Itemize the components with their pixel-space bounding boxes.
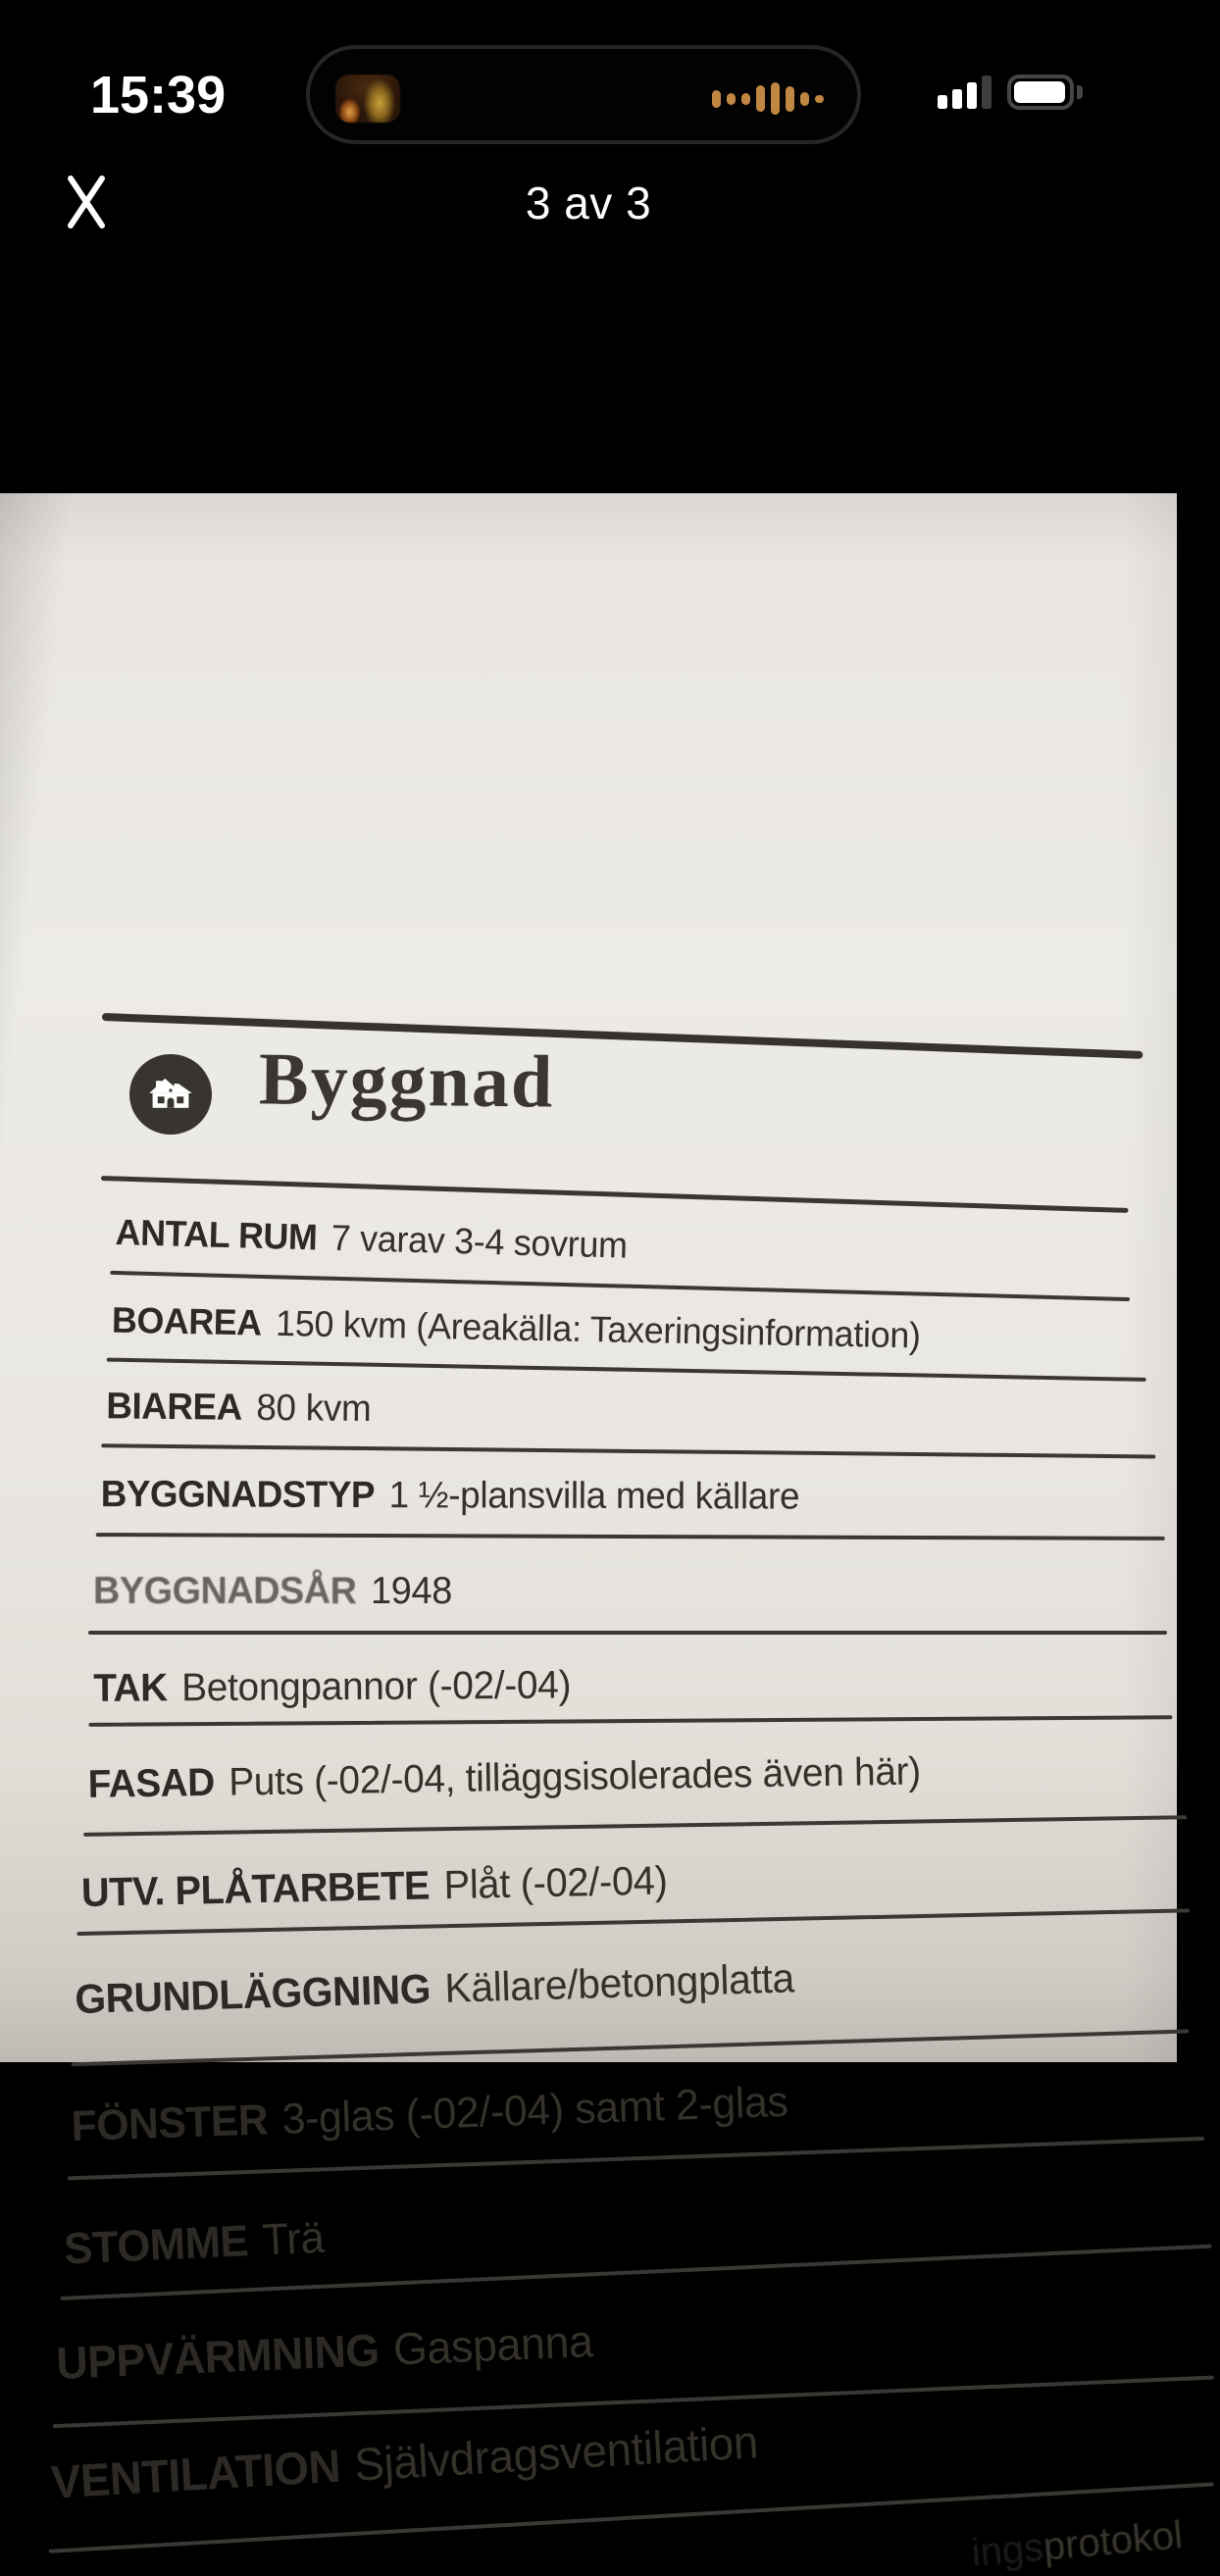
row-label: ANTAL RUM bbox=[115, 1212, 318, 1258]
clock: 15:39 bbox=[90, 66, 227, 125]
house-icon bbox=[148, 1076, 193, 1113]
battery-nub bbox=[1077, 85, 1083, 99]
doc-row-biarea bbox=[0, 1383, 1216, 1458]
row-value: 1948 bbox=[370, 1570, 452, 1612]
row-value: 1 ½-plansvilla med källare bbox=[388, 1475, 800, 1518]
partial-text-prefix: ings bbox=[970, 2525, 1046, 2575]
row-value: Källare/betongplatta bbox=[443, 1954, 795, 2011]
partial-text-fragment: protokol bbox=[1042, 2513, 1185, 2569]
row-label: BYGGNADSÅR bbox=[93, 1570, 357, 1612]
doc-row-stomme bbox=[0, 2169, 1218, 2302]
row-label: UTV. PLÅTARBETE bbox=[80, 1862, 431, 1915]
doc-row-byggnadstyp bbox=[0, 1472, 1216, 1541]
row-rule bbox=[96, 1533, 1165, 1541]
page-counter: 3 av 3 bbox=[525, 177, 652, 228]
row-value: Betongpannor (-02/-04) bbox=[181, 1663, 572, 1710]
row-rule bbox=[107, 1358, 1146, 1382]
row-label: BYGGNADSTYP bbox=[100, 1474, 376, 1517]
row-value: Plåt (-02/-04) bbox=[443, 1857, 668, 1908]
row-label: VENTILATION bbox=[49, 2439, 342, 2508]
photo-viewer-image[interactable] bbox=[0, 493, 1185, 2575]
row-value: Gaspanna bbox=[391, 2315, 594, 2375]
row-label: GRUNDLÄGGNING bbox=[74, 1965, 432, 2023]
doc-row-boarea bbox=[0, 1295, 1216, 1383]
header-rule-thick bbox=[102, 1013, 1144, 1059]
row-value: Självdragsventilation bbox=[352, 2415, 760, 2491]
row-value: 150 kvm (Areakälla: Taxeringsinformation) bbox=[275, 1302, 922, 1356]
dynamic-island[interactable] bbox=[306, 45, 861, 144]
doc-row-fasad bbox=[0, 1743, 1217, 1838]
row-value: 80 kvm bbox=[256, 1387, 372, 1431]
now-playing-thumbnail bbox=[335, 75, 400, 123]
row-label: BOAREA bbox=[111, 1299, 263, 1343]
row-rule bbox=[83, 1815, 1187, 1837]
header-rule-thin bbox=[101, 1176, 1129, 1213]
row-value: Puts (-02/-04, tilläggsisolerades även här) bbox=[228, 1749, 922, 1804]
doc-row-fonster bbox=[0, 2060, 1218, 2183]
doc-row-antal-rum bbox=[0, 1207, 1216, 1304]
row-rule bbox=[88, 1715, 1172, 1727]
row-label: UPPVÄRMNING bbox=[55, 2324, 381, 2389]
row-value: Trä bbox=[261, 2211, 326, 2265]
row-value: 3-glas (-02/-04) samt 2-glas bbox=[280, 2077, 789, 2144]
row-label: TAK bbox=[93, 1666, 168, 1710]
house-badge bbox=[129, 1054, 212, 1135]
row-rule bbox=[101, 1443, 1155, 1458]
row-rule bbox=[72, 2029, 1190, 2066]
partial-cutoff-text bbox=[970, 2513, 1185, 2576]
doc-row-grundlaggning bbox=[0, 1941, 1218, 2068]
row-label: STOMME bbox=[63, 2215, 250, 2274]
document-title: Byggnad bbox=[258, 1037, 555, 1124]
status-bar bbox=[0, 0, 1177, 196]
row-label: FÖNSTER bbox=[70, 2096, 270, 2151]
battery-icon bbox=[1007, 75, 1074, 110]
doc-row-tak bbox=[0, 1656, 1216, 1728]
row-value: 7 varav 3-4 sovrum bbox=[330, 1217, 629, 1266]
doc-row-utv-platarbete bbox=[0, 1844, 1217, 1938]
row-label: BIAREA bbox=[106, 1386, 243, 1429]
row-label: FASAD bbox=[87, 1760, 216, 1806]
row-rule bbox=[88, 1631, 1167, 1635]
audio-waveform-icon bbox=[712, 49, 824, 148]
doc-row-byggnadsar bbox=[0, 1568, 1216, 1635]
cellular-signal-icon bbox=[938, 76, 991, 109]
